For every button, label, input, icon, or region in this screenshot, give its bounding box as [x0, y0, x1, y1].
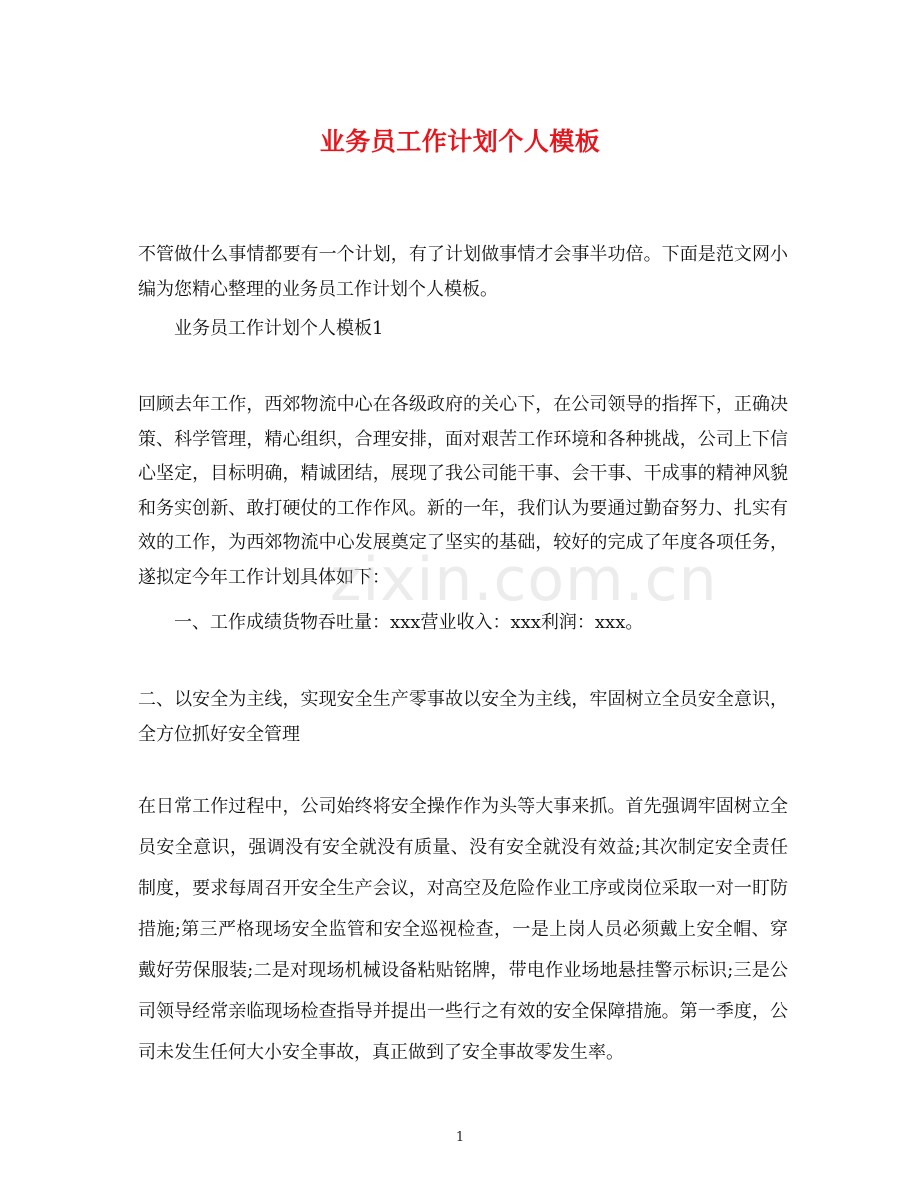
achievements-paragraph: 一、工作成绩货物吞吐量：xxx营业收入：xxx利润：xxx。 [174, 612, 644, 633]
page-number: 1 [455, 1130, 465, 1145]
safety-heading-paragraph: 二、以安全为主线，实现安全生产零事故以安全为主线，牢固树立全员安全意识，全方位抓好安全管理 [138, 689, 788, 745]
safety-detail-paragraph: 在日常工作过程中，公司始终将安全操作作为头等大事来抓。首先强调牢固树立全员安全意识，强调没有安全就没有质量、没有安全就没有效益;其次制定安全责任制度，要求每周召开安全生产会议，对高空及危险作业工序或岗位采取一对一盯防措施;第三严格现场安全监管和安全巡视检查，一是上岗人员必须戴上安全帽、穿戴好劳保服装;二是对现场机械设备粘贴铭牌，带电作业场地悬挂警示标识;三是公司领导经常亲临现场检查指导并提出一些行之有效的安全保障措施。第一季度，公司未发生任何大小安全事故，真正做到了安全事故零发生率。 [138, 796, 788, 1063]
document-title: 业务员工作计划个人模板 [319, 127, 601, 156]
watermark: zixin.com.cn [330, 545, 718, 615]
intro-paragraph: 不管做什么事情都要有一个计划，有了计划做事情才会事半功倍。下面是范文网小编为您精心整理的业务员工作计划个人模板。 [138, 244, 788, 300]
section-heading: 业务员工作计划个人模板1 [174, 318, 384, 339]
review-paragraph: 回顾去年工作，西郊物流中心在各级政府的关心下，在公司领导的指挥下，正确决策、科学管理，精心组织，合理安排，面对艰苦工作环境和各种挑战，公司上下信心坚定，目标明确，精诚团结，展现了我公司能干事、会干事、干成事的精神风貌和务实创新、敢打硬仗的工作作风。新的一年，我们认为要通过勤奋努力、扎实有效的工作，为西郊物流中心发展奠定了坚实的基础，较好的完成了年度各项任务，遂拟定今年工作计划具体如下： [138, 394, 788, 588]
